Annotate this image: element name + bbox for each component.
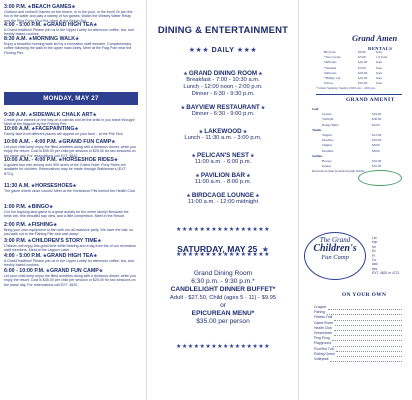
- star-icon: ★: [186, 193, 192, 198]
- venue-hours: Breakfast - 7:00 - 10:30 a.m.: [186, 77, 260, 83]
- event-title: GRAND FUN CAMP: [62, 139, 112, 145]
- star-icon: ★: [245, 173, 251, 178]
- fun-camp-text-line: Co: [372, 258, 377, 263]
- event-time: 10:00 A.M. - 4:00 P.M.: [4, 139, 57, 145]
- star-icon: ★: [259, 105, 266, 110]
- on-your-own-name: Fitness Trail: [314, 315, 333, 320]
- venue-hours: Lunch - 12:00 noon - 2:00 p.m.: [183, 84, 263, 90]
- fun-camp-text-line: for: [372, 244, 376, 249]
- on-your-own-name: Playground: [314, 341, 332, 346]
- event-time: 10:00 A.M. - 4:00 P.M.: [4, 157, 57, 163]
- event-item: [4, 238, 136, 251]
- event-title: FISHING: [31, 222, 54, 228]
- logo-line-1: The Grand: [319, 236, 351, 244]
- fee-item: Singles: [322, 143, 332, 148]
- venue-hours: 11:00 a.m. - 12:00 midnight: [187, 199, 259, 205]
- fee-item: Doubles: [322, 148, 334, 153]
- event-time: 3:00 P.M.: [4, 4, 27, 10]
- daily-header: [152, 46, 294, 54]
- star-icon: ★: [30, 126, 36, 131]
- event-time: 1:00 P.M.: [4, 204, 27, 210]
- divider: [316, 94, 402, 95]
- event-description: Create your artwork on the bay on a canvas and let the artist in you shine through! Meet at the flagpole by the Fishing Pier.: [4, 118, 135, 127]
- fee-item: Horses: [322, 159, 332, 164]
- event-description: Our fun baylong land game is a great activity for the entire family! Because the birds are, this beautiful bay view, and a little competition. Meet in the Resort.: [4, 210, 129, 219]
- rental-unit: hour: [376, 60, 383, 65]
- fee-price: $54.00: [372, 112, 382, 117]
- fill-line: [328, 306, 402, 310]
- venue-name: GRAND DINING ROOM: [188, 70, 258, 77]
- rentals-table: [324, 50, 402, 86]
- fun-camp-text-line: and: [372, 262, 378, 267]
- saturday-time: 6:30 p.m. - 9:30 p.m.*: [191, 278, 255, 285]
- on-your-own-name: Putting Green: [314, 351, 335, 356]
- venue-name: LAKEWOOD: [204, 128, 242, 135]
- rental-price: $4.00: [358, 50, 366, 54]
- event-description: A guided tour ride among over 500 acres of the Grand Hotel. Pony Rides are available for children. Reservations may be made through Stableman's (EXT. 8721).: [4, 163, 127, 176]
- venue-heading: [152, 104, 294, 111]
- star-icon: ★: [97, 238, 102, 243]
- event-title: GRAND FUN CAMP: [49, 268, 99, 274]
- fee-price: $16.00: [372, 138, 382, 143]
- fee-item: Range Balls: [322, 122, 339, 127]
- star-icon: ★: [191, 153, 198, 158]
- or-text: or: [220, 302, 226, 309]
- fees-table: [312, 107, 400, 175]
- amenity-label: GRAND AMENIT: [346, 97, 395, 103]
- star-icon: ★: [257, 71, 263, 76]
- rental-unit: 1/2 hour: [376, 55, 388, 60]
- amenities-title: Grand Amen: [352, 33, 398, 43]
- star-icon: ★: [27, 112, 33, 117]
- fun-camp-text-line: Fr: [372, 253, 376, 258]
- event-description: Children will enjoy this good time while hearing and a tag from the of our recreation staff members. Meet at the Lagoon Lawn.: [4, 244, 136, 253]
- event-item: [4, 268, 136, 287]
- event-title: CHILDREN'S STORY TIME: [31, 238, 98, 244]
- star-icon: ★: [111, 139, 116, 144]
- rental-item: *Bulley Cat: [324, 76, 341, 81]
- star-icon: ★★★: [236, 47, 258, 54]
- event-title: FACEPAINTING: [35, 126, 75, 132]
- star-icon: ★: [44, 268, 50, 273]
- star-icon: ★: [261, 245, 269, 254]
- on-your-own-list: [314, 305, 402, 362]
- star-divider: ★★★★★★★★★★★★★★★★: [175, 252, 271, 258]
- fee-section-label: Tennis: [312, 127, 322, 132]
- star-icon: ★: [26, 204, 32, 209]
- rental-unit: hour: [376, 70, 383, 75]
- fill-line: [337, 353, 402, 357]
- fee-price: $8.00: [372, 148, 380, 153]
- event-item: [4, 112, 136, 127]
- event-time: 3:00 P.M.: [4, 238, 27, 244]
- star-icon: ★: [57, 157, 63, 162]
- star-icon: ★: [183, 71, 189, 76]
- star-icon: ★: [198, 129, 205, 134]
- highlight-circle: [358, 170, 402, 186]
- logo-line-2: Children's: [313, 243, 357, 254]
- venue-heading: [152, 172, 294, 179]
- rental-item: Bicycles: [324, 50, 336, 54]
- rental-item: *Snorkel: [324, 65, 337, 70]
- dining-column: [152, 0, 294, 400]
- on-your-own-name: Ping Pong: [314, 336, 330, 341]
- event-item: [4, 253, 136, 268]
- star-icon: ★★★: [188, 47, 210, 54]
- fee-item: Doubles: [322, 138, 334, 143]
- event-time: 4:00 - 5:00 P.M.: [4, 22, 42, 28]
- epicurean-title: EPICUREAN MENU*: [191, 310, 255, 317]
- fee-item: Singles: [322, 133, 332, 138]
- event-description: A Grand tradition! Please join us in the Upper Lobby for afternoon coffee, tea, and freshly baked cookies.: [4, 28, 134, 37]
- fill-line: [332, 337, 402, 341]
- star-icon: ★: [26, 4, 32, 9]
- rental-unit: hour: [376, 50, 383, 54]
- star-icon: ★: [93, 22, 98, 27]
- fun-camp-text-line: Let: [372, 236, 377, 240]
- venue-hours: Dinner - 6:30 - 9:30 p.m.: [191, 91, 255, 97]
- on-your-own-name: Health Club: [314, 325, 332, 330]
- star-icon: ★: [195, 173, 201, 178]
- fee-price: $10.00: [372, 164, 382, 169]
- star-icon: ★: [93, 253, 98, 258]
- event-title: MORNING WALK: [32, 36, 76, 42]
- stables-note: Reservations must be made through Stables.: [312, 169, 366, 174]
- venue: [152, 104, 294, 118]
- day-banner: MONDAY, MAY 27: [4, 92, 138, 105]
- logo-line-3: Fun Camp: [321, 254, 349, 261]
- event-time: 6:00 - 10:00 P.M.: [4, 268, 45, 274]
- fee-price: $4.00: [372, 122, 380, 127]
- event-title: GRAND HIGH TEA: [47, 253, 94, 259]
- fee-item: Ponies: [322, 164, 332, 169]
- saturday-venue: Grand Dining Room: [193, 270, 253, 277]
- rentals-note: * Under, Saturday, Sunday 10:00 a.m. - 4:00 p.m.: [316, 86, 376, 90]
- event-item: [4, 157, 136, 176]
- rental-item: Waves: [324, 81, 333, 86]
- fee-price: $32.00: [372, 159, 382, 164]
- star-icon: ★: [254, 193, 260, 198]
- event-item: [4, 126, 136, 136]
- fun-camp-logo: [302, 236, 368, 261]
- event-description: Bring your own equipment or fish with our all-inclusive party. We have the bait, so just walk out to the Fishing Pier and cast away!: [4, 228, 134, 237]
- on-your-own-item: [314, 357, 402, 362]
- buffet-prices: Adult - $27.50, Child (ages 5 - 11) - $9.95: [169, 295, 277, 301]
- star-divider: ★★★★★★★★★★★★★★★★: [175, 344, 271, 350]
- star-icon: ★: [71, 4, 76, 9]
- event-title: BINGO: [31, 204, 50, 210]
- event-item: [4, 222, 136, 237]
- fee-price: $8.00: [372, 143, 380, 148]
- venue: [152, 172, 294, 186]
- event-title: GRAND HIGH TEA: [47, 22, 94, 28]
- event-description: Let your child keep enjoy the filled activities along with a delicious dinner, while you enjoy the resort. Cost is $35.00 per child per session or $25.00 for two sessions on the same day. For reservations call EXT. 4620.: [4, 274, 136, 287]
- event-item: [4, 4, 136, 21]
- venue: [152, 70, 294, 98]
- venue-heading: [152, 128, 294, 135]
- event-title: BEACH GAMES: [31, 4, 72, 10]
- venue-heading: [152, 70, 294, 77]
- venue-name: PAVILION BAR: [200, 172, 246, 179]
- event-title: HORSESHOE RIDES: [62, 157, 114, 163]
- fun-camp-text-line: EXT. 4620 or 4721: [372, 271, 400, 276]
- star-icon: ★: [241, 129, 248, 134]
- event-item: [4, 36, 136, 54]
- star-icon: ★: [41, 22, 47, 27]
- fill-line: [334, 317, 402, 321]
- venue-hours: 11:00 a.m. - 8:00 p.m.: [194, 179, 252, 185]
- buffet-title: CANDLELIGHT DINNER BUFFET*: [170, 286, 276, 293]
- logo-ring: [304, 232, 366, 280]
- event-time: 4:00 - 5:00 P.M.: [4, 253, 42, 259]
- venue-heading: [152, 152, 294, 159]
- fold-line-2: [298, 0, 299, 400]
- fill-line: [336, 348, 402, 352]
- event-time: 8:30 A.M.: [4, 36, 28, 42]
- rental-item: *Sea Cycles: [324, 55, 341, 60]
- fill-line: [327, 311, 402, 315]
- event-description: Let your child keep enjoy the filled activities along with a delicious dinner, while you enjoy the resort. Cost is $35.00 per child per session or $25.00 for two sessions on the same day. For reservations call EXT. 4620.: [4, 145, 136, 158]
- event-time: 11:30 A.M.: [4, 183, 30, 189]
- fee-price: $30.00: [372, 117, 382, 122]
- saturday-label: SATURDAY, MAY 25: [177, 244, 258, 254]
- venue: [152, 192, 294, 206]
- on-your-own-name: Horseshoes: [314, 331, 333, 336]
- event-description: Enjoy a beautiful morning walk led by a recreation staff member. Complimentary coffee following the walk in the upper main lobby. Meet at the Flag Pole near the Fishing Pier.: [4, 42, 132, 55]
- fill-line: [334, 327, 402, 331]
- star-icon: ★: [27, 36, 33, 41]
- fee-section-label: Golf: [312, 107, 319, 111]
- star-icon: ★: [74, 126, 79, 131]
- event-time: 2:00 P.M.: [4, 222, 27, 228]
- star-icon: ★: [98, 268, 103, 273]
- fill-line: [333, 343, 402, 347]
- venue: [152, 128, 294, 142]
- event-description: A Grand tradition! Please join us in the Upper Lobby for afternoon coffee, tea, and freshly baked cookies.: [4, 259, 134, 268]
- on-your-own-name: Fishing: [314, 310, 325, 315]
- fee-item: Twilight: [322, 117, 334, 122]
- event-description: The game where close counts! Meet at the Horseshoe Pits behind the Health Club.: [4, 189, 136, 193]
- star-icon: ★: [180, 105, 187, 110]
- on-your-own-item: [314, 305, 402, 310]
- fun-camp-text-line: Ex: [372, 249, 376, 254]
- events-column: [0, 0, 138, 400]
- event-title: SIDEWALK CHALK ART: [32, 112, 93, 118]
- rental-price: $5.00: [358, 55, 366, 60]
- event-time: 9:30 A.M.: [4, 112, 28, 118]
- star-icon: ★: [75, 36, 80, 41]
- star-icon: ★: [29, 183, 36, 188]
- on-your-own-label: ON YOUR OWN: [342, 292, 387, 298]
- fill-line: [330, 358, 402, 362]
- event-item: [4, 204, 136, 218]
- fold-line-1: [146, 0, 147, 400]
- event-item: [4, 139, 136, 158]
- rental-unit: hour: [376, 81, 383, 86]
- star-icon: ★: [26, 238, 32, 243]
- venue-name: PELICAN'S NEST: [197, 152, 249, 159]
- event-description: Family face from different places will appear on your face... at the Pile Tent.: [4, 132, 124, 136]
- fun-camp-text: [372, 236, 402, 276]
- venue-hours: Dinner - 6:30 - 9:00 p.m.: [191, 111, 255, 117]
- rental-price: $10.00: [358, 81, 368, 86]
- on-your-own-name: Game Room: [314, 320, 334, 325]
- venue-name: BAYVIEW RESTAURANT: [186, 104, 260, 111]
- rental-price: $10.00: [358, 76, 368, 81]
- rental-price: $5.00: [358, 65, 366, 70]
- dining-title: DINING & ENTERTAINMENT: [157, 25, 289, 36]
- star-divider: ★★★★★★★★★★★★★★★★: [175, 227, 271, 233]
- event-title: HORSESHOES: [35, 183, 73, 189]
- event-time: 10:00 A.M.: [4, 126, 31, 132]
- star-icon: ★: [26, 222, 32, 227]
- epicurean-price: $35.00 per person: [196, 318, 250, 325]
- on-your-own-name: Pool/Hot Tub: [314, 346, 334, 351]
- rental-price: $18.00: [358, 70, 368, 75]
- star-icon: ★: [113, 157, 119, 162]
- event-item: [4, 183, 136, 193]
- rental-item: Sailboats: [324, 70, 337, 75]
- on-your-own-name: Volleyball: [314, 357, 329, 362]
- venue-hours: 11:00 a.m. - 6:00 p.m.: [194, 159, 252, 165]
- event-item: [4, 22, 136, 35]
- rental-unit: hour: [376, 76, 383, 81]
- event-description: Outdoor and clothed! Games on the beach, or to the pool, in the front! Or join the fun in the water and play a variety of fun games. Watch the Wesley Water Relay and the Ping Pong Shot Put. Meet at the Beach Bar.: [4, 10, 133, 23]
- star-icon: ★: [92, 112, 97, 117]
- star-icon: ★: [72, 183, 77, 188]
- star-icon: ★: [41, 253, 47, 258]
- rental-unit: hour: [376, 65, 383, 70]
- fill-line: [334, 332, 402, 336]
- venue: [152, 152, 294, 166]
- rental-item: Sailboats: [324, 60, 337, 65]
- fee-price: $12.00: [372, 133, 382, 138]
- fee-item: Greens: [322, 112, 332, 117]
- venue-name: BIRDCAGE LOUNGE: [191, 192, 255, 199]
- saturday-details: [152, 270, 294, 326]
- star-icon: ★: [53, 222, 58, 227]
- fun-camp-text-line: exp: [372, 240, 378, 245]
- amenities-column: [302, 0, 400, 400]
- fun-camp-text-line: ses: [372, 266, 378, 271]
- venue-heading: [152, 192, 294, 199]
- venue-hours: Lunch - 11:30 a.m. - 3:00 p.m.: [184, 135, 262, 141]
- fee-section-label: Stables: [312, 153, 323, 158]
- star-icon: ★: [57, 139, 63, 144]
- rentals-label: RENTALS: [368, 46, 393, 51]
- star-icon: ★: [248, 153, 255, 158]
- daily-label: DAILY: [211, 47, 235, 54]
- rental-price: $10.00: [358, 60, 368, 65]
- star-icon: ★: [49, 204, 54, 209]
- fill-line: [335, 322, 402, 326]
- on-your-own-name: Croquet: [314, 305, 327, 309]
